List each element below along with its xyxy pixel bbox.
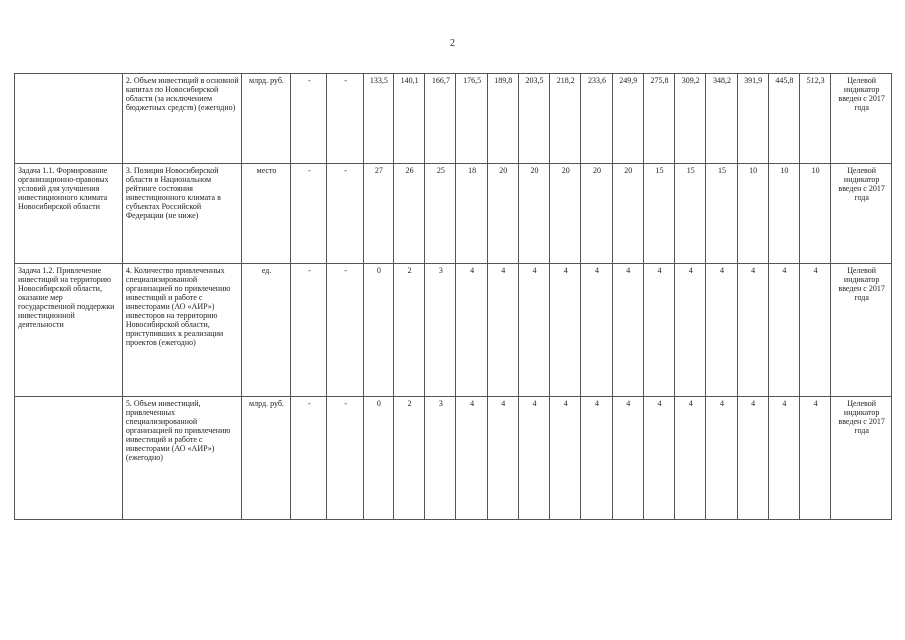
- value-cell: -: [291, 397, 327, 520]
- value-cell: 25: [425, 164, 456, 264]
- value-cell: -: [327, 164, 363, 264]
- value-cell: 18: [456, 164, 487, 264]
- task-cell: [15, 397, 123, 520]
- value-cell: 4: [612, 397, 643, 520]
- value-cell: -: [327, 397, 363, 520]
- value-cell: 348,2: [706, 74, 737, 164]
- value-cell: 3: [425, 264, 456, 397]
- value-cell: 140,1: [393, 74, 424, 164]
- value-cell: 4: [612, 264, 643, 397]
- table-row: [15, 74, 892, 164]
- value-cell: 15: [706, 164, 737, 264]
- value-cell: 4: [800, 397, 831, 520]
- value-cell: 4: [550, 264, 581, 397]
- note-cell: Целевой индикатор введен с 2017 года: [831, 397, 892, 520]
- value-cell: 10: [737, 164, 768, 264]
- value-cell: 4: [456, 397, 487, 520]
- indicator-cell: 5. Объем инвестиций, привлеченных специализированной организацией по привлечению инвестиций и работе с инвесторами (АО «АИР») (ежегодно): [122, 397, 241, 520]
- table-row: [15, 164, 892, 264]
- value-cell: 4: [768, 397, 799, 520]
- value-cell: 4: [581, 397, 612, 520]
- value-cell: 4: [518, 264, 549, 397]
- value-cell: 0: [363, 397, 393, 520]
- value-cell: 4: [706, 397, 737, 520]
- value-cell: 2: [393, 397, 424, 520]
- value-cell: 4: [487, 397, 518, 520]
- unit-cell: ед.: [241, 264, 290, 397]
- value-cell: 10: [800, 164, 831, 264]
- value-cell: 20: [612, 164, 643, 264]
- value-cell: 4: [800, 264, 831, 397]
- value-cell: 4: [675, 397, 706, 520]
- value-cell: 4: [643, 397, 674, 520]
- value-cell: -: [327, 264, 363, 397]
- page-number: 2: [450, 38, 455, 49]
- value-cell: 15: [675, 164, 706, 264]
- value-cell: 2: [393, 264, 424, 397]
- indicator-cell: 2. Объем инвестиций в основной капитал по Новосибирской области (за исключением бюджетных средств) (ежегодно): [122, 74, 241, 164]
- value-cell: 249,9: [612, 74, 643, 164]
- unit-cell: млрд. руб.: [241, 74, 290, 164]
- note-cell: Целевой индикатор введен с 2017 года: [831, 164, 892, 264]
- task-cell: Задача 1.2. Привлечение инвестиций на территорию Новосибирской области, оказание мер государственной поддержки инвестиционной деятельности: [15, 264, 123, 397]
- value-cell: 4: [737, 397, 768, 520]
- value-cell: 4: [456, 264, 487, 397]
- value-cell: 4: [706, 264, 737, 397]
- value-cell: -: [291, 74, 327, 164]
- value-cell: -: [291, 164, 327, 264]
- value-cell: 4: [487, 264, 518, 397]
- value-cell: 133,5: [363, 74, 393, 164]
- value-cell: 218,2: [550, 74, 581, 164]
- value-cell: 20: [518, 164, 549, 264]
- indicators-table: [14, 73, 892, 520]
- value-cell: 27: [363, 164, 393, 264]
- indicator-cell: 4. Количество привлеченных специализированной организацией по привлечению инвестиций и работе с инвесторами (АО «АИР») инвесторов на территорию Новосибирской области, приступивших к реализации проектов (ежегодно): [122, 264, 241, 397]
- value-cell: -: [327, 74, 363, 164]
- note-cell: Целевой индикатор введен с 2017 года: [831, 74, 892, 164]
- value-cell: 4: [675, 264, 706, 397]
- value-cell: 391,9: [737, 74, 768, 164]
- value-cell: 3: [425, 397, 456, 520]
- task-cell: Задача 1.1. Формирование организационно-правовых условий для улучшения инвестиционного климата Новосибирской области: [15, 164, 123, 264]
- value-cell: 15: [643, 164, 674, 264]
- value-cell: 233,6: [581, 74, 612, 164]
- value-cell: -: [291, 264, 327, 397]
- value-cell: 4: [581, 264, 612, 397]
- note-cell: Целевой индикатор введен с 2017 года: [831, 264, 892, 397]
- unit-cell: млрд. руб.: [241, 397, 290, 520]
- value-cell: 176,5: [456, 74, 487, 164]
- value-cell: 203,5: [518, 74, 549, 164]
- value-cell: 189,8: [487, 74, 518, 164]
- value-cell: 445,8: [768, 74, 799, 164]
- value-cell: 4: [737, 264, 768, 397]
- value-cell: 166,7: [425, 74, 456, 164]
- value-cell: 4: [643, 264, 674, 397]
- value-cell: 4: [550, 397, 581, 520]
- unit-cell: место: [241, 164, 290, 264]
- value-cell: 4: [518, 397, 549, 520]
- value-cell: 309,2: [675, 74, 706, 164]
- table-row: [15, 264, 892, 397]
- value-cell: 10: [768, 164, 799, 264]
- value-cell: 20: [487, 164, 518, 264]
- value-cell: 20: [581, 164, 612, 264]
- task-cell: [15, 74, 123, 164]
- value-cell: 26: [393, 164, 424, 264]
- value-cell: 0: [363, 264, 393, 397]
- value-cell: 20: [550, 164, 581, 264]
- table-row: [15, 397, 892, 520]
- value-cell: 275,8: [643, 74, 674, 164]
- indicator-cell: 3. Позиция Новосибирской области в Национальном рейтинге состояния инвестиционного климата в субъектах Российской Федерации (не ниже): [122, 164, 241, 264]
- value-cell: 4: [768, 264, 799, 397]
- value-cell: 512,3: [800, 74, 831, 164]
